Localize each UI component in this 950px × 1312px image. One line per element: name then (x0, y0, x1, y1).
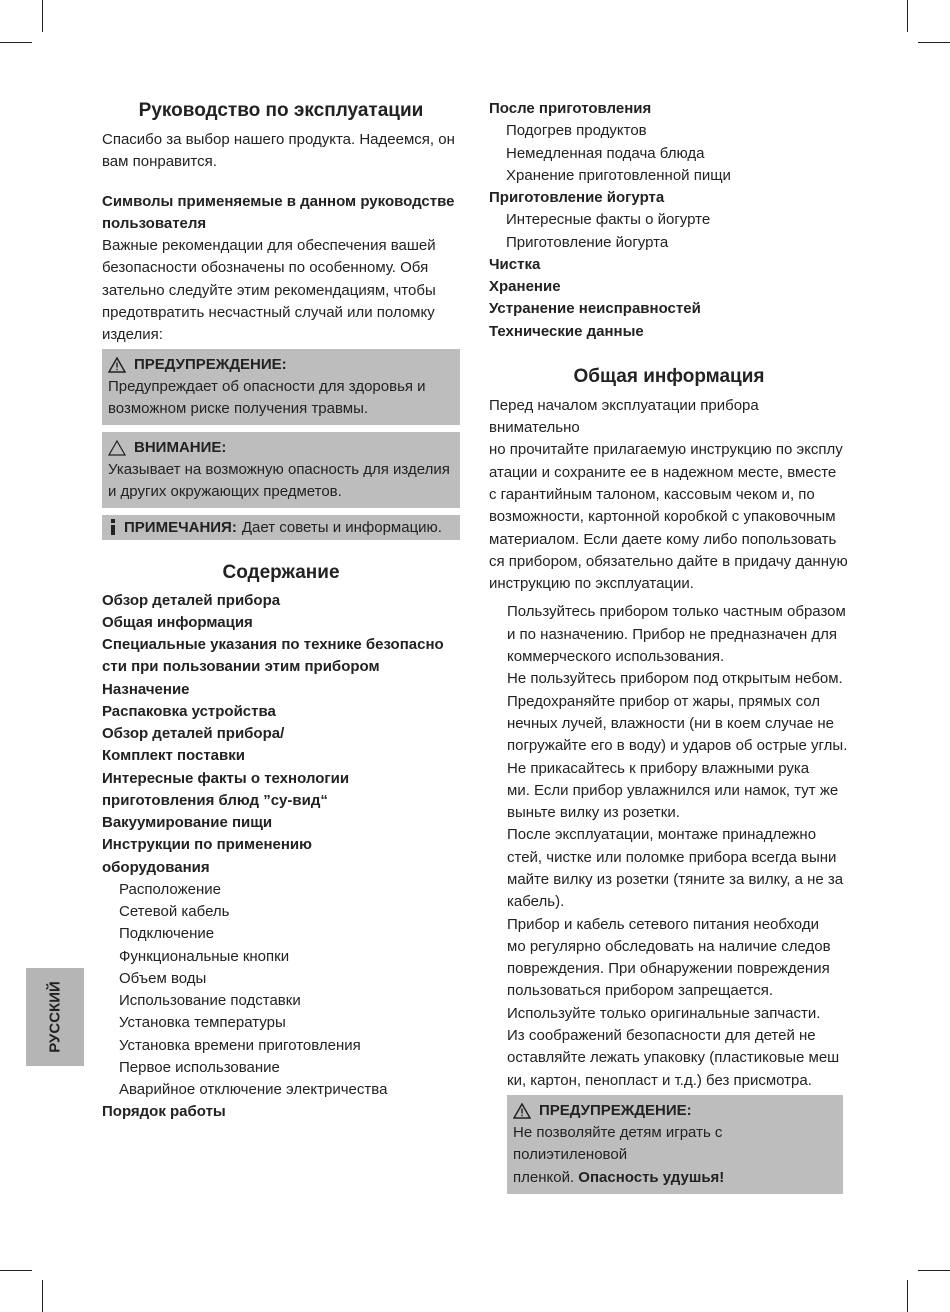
intro-paragraph (102, 129, 460, 174)
note-box (102, 515, 460, 540)
text-line: предотвратить несчастный случай или поломку (102, 304, 435, 322)
safety-list-line: ки, картон, пенопласт и т.д.) без присмотра. (507, 1071, 812, 1089)
section-title: Символы применяемые в данном руководстве (102, 192, 455, 210)
safety-list-line: майте вилку из розетки (тяните за вилку, а не за (507, 870, 844, 888)
note-title: ПРИМЕЧАНИЯ: (124, 518, 237, 536)
toc-item: Обзор деталей прибора (102, 591, 281, 609)
text-line: возможности, картонной коробкой с упаковочным (489, 508, 836, 526)
warning-text-bold: Опасность удушья! (578, 1168, 725, 1186)
text-line: атации и сохраните ее в надежном месте, вместе (489, 463, 837, 481)
crop-mark (0, 42, 32, 43)
text-line: вам понравится. (102, 153, 217, 171)
safety-list-line: ми. Если прибор увлажнился или намок, тут же (507, 781, 839, 799)
safety-list-line: После эксплуатации, монтаже принадлежно (507, 826, 817, 844)
caution-triangle-icon (108, 440, 126, 456)
safety-list-line: мо регулярно обследовать на наличие следов (507, 937, 831, 955)
text-line: с гарантийным талоном, кассовым чеком и, по (489, 485, 815, 503)
safety-list-line: Не пользуйтесь прибором под открытым небом. (507, 670, 843, 688)
symbols-section (102, 191, 460, 347)
safety-list-line: Используйте только оригинальные запчасти. (507, 1004, 821, 1022)
language-tab (26, 968, 84, 1066)
warning-box-bottom (507, 1095, 843, 1195)
toc-item: Хранение (489, 278, 561, 295)
contents-heading: Содержание (222, 561, 340, 583)
note-text: Дает советы и информацию. (241, 518, 442, 536)
info-icon (110, 519, 116, 535)
toc-item: Функциональные кнопки (119, 947, 290, 965)
safety-list-line: стей, чистке или поломке прибора всегда выни (507, 848, 837, 866)
safety-list (489, 601, 849, 1092)
toc-item: оборудования (102, 858, 210, 876)
text-line: зательно следуйте этим рекомендациям, чтобы (102, 281, 436, 299)
crop-mark (918, 42, 950, 43)
crop-mark (907, 0, 908, 32)
toc-item: Использование подставки (119, 992, 301, 1010)
caution-text: и других окружающих предметов. (108, 483, 342, 501)
crop-mark (42, 0, 43, 32)
toc-item: Специальные указания по технике безопасно (102, 636, 444, 654)
safety-list-line: Из соображений безопасности для детей не (507, 1027, 816, 1045)
safety-list-line: оставляйте лежать упаковку (пластиковые меш (507, 1049, 840, 1067)
safety-list-line: Не прикасайтесь к прибору влажными рука (507, 759, 810, 777)
toc-item: Первое использование (119, 1058, 280, 1076)
safety-list-line: повреждения. При обнаружении повреждения (507, 960, 830, 978)
toc-item: Чистка (489, 255, 541, 273)
text-line: материалом. Если даете кому либо попользовать (489, 530, 837, 548)
toc-item: После приготовления (489, 100, 652, 117)
toc-item: приготовления блюд ”су-вид“ (102, 791, 328, 809)
toc-item: Технические данные (489, 322, 644, 340)
toc-item: сти при пользовании этим прибором (102, 658, 380, 676)
toc-item: Подключение (119, 925, 215, 943)
caution-box (102, 432, 460, 508)
general-info-paragraph (489, 395, 849, 596)
toc-item: Интересные факты о йогурте (506, 211, 711, 229)
toc-item: Общая информация (102, 613, 253, 631)
text-line: но прочитайте прилагаемую инструкцию по эксплу (489, 441, 843, 459)
table-of-contents-continued (489, 98, 849, 343)
warning-title: ПРЕДУПРЕЖДЕНИЕ: (539, 1101, 692, 1119)
caution-text: Указывает на возможную опасность для изделия (108, 460, 450, 478)
general-info-heading: Общая информация (573, 365, 765, 387)
language-tab-label: РУССКИЙ (46, 981, 64, 1053)
toc-item: Установка времени приготовления (119, 1036, 361, 1054)
toc-item: Хранение приготовленной пищи (506, 166, 731, 184)
right-column (489, 94, 849, 1194)
text-line: инструкцию по эксплуатации. (489, 575, 694, 593)
toc-item: Порядок работы (102, 1103, 226, 1121)
toc-item: Объем воды (119, 969, 207, 987)
warning-triangle-icon (513, 1103, 531, 1119)
warning-triangle-icon (108, 357, 126, 373)
toc-item: Немедленная подача блюда (506, 144, 705, 162)
warning-text: возможном риске получения травмы. (108, 400, 369, 418)
toc-item: Вакуумирование пищи (102, 814, 273, 832)
text-line: ся прибором, обязательно дайте в придачу данную (489, 552, 848, 570)
toc-item: Устранение неисправностей (489, 300, 701, 318)
crop-mark (42, 1280, 43, 1312)
text-line: Важные рекомендации для обеспечения вашей (102, 237, 436, 255)
toc-item: Инструкции по применению (102, 836, 312, 854)
safety-list-line: выньте вилку из розетки. (507, 804, 680, 822)
crop-mark (0, 1270, 32, 1271)
text-line: Спасибо за выбор нашего продукта. Надеемся, он (102, 131, 455, 148)
safety-list-line: Пользуйтесь прибором только частным образом (507, 603, 846, 621)
toc-item: Приготовление йогурта (489, 189, 665, 206)
toc-item: Обзор деталей прибора/ (102, 725, 285, 743)
warning-text (513, 1167, 837, 1190)
left-column (102, 94, 460, 1124)
safety-list-line: погружайте его в воду) и ударов об острые углы. (507, 737, 848, 755)
toc-item: Установка температуры (119, 1014, 286, 1032)
crop-mark (918, 1270, 950, 1271)
crop-mark (907, 1280, 908, 1312)
warning-box (102, 349, 460, 425)
safety-list-line: кабель). (507, 893, 565, 911)
safety-list-line: коммерческого использования. (507, 648, 725, 666)
safety-list-line: и по назначению. Прибор не предназначен для (507, 625, 838, 643)
safety-list-line: Предохраняйте прибор от жары, прямых сол (507, 692, 821, 710)
manual-heading: Руководство по эксплуатации (138, 100, 424, 121)
toc-item: Расположение (119, 880, 221, 898)
warning-text: Предупреждает об опасности для здоровья и (108, 377, 426, 395)
warning-title: ПРЕДУПРЕЖДЕНИЕ: (134, 355, 287, 373)
toc-item: Распаковка устройства (102, 702, 276, 720)
text-line: Перед началом эксплуатации прибора внимательно (489, 396, 759, 437)
toc-item: Комплект поставки (102, 747, 245, 765)
caution-title: ВНИМАНИЕ: (134, 438, 227, 456)
toc-item: Интересные факты о технологии (102, 769, 350, 787)
toc-item: Подогрев продуктов (506, 122, 647, 140)
toc-item: Назначение (102, 680, 190, 698)
safety-list-line: нечных лучей, влажности (ни в коем случае не (507, 714, 834, 732)
text-line: безопасности обозначены по особенному. Обя (102, 259, 429, 277)
safety-list-line: пользоваться прибором запрещается. (507, 982, 774, 1000)
toc-item: Сетевой кабель (119, 903, 230, 921)
warning-text-plain: пленкой. (513, 1168, 575, 1186)
section-title: пользователя (102, 214, 207, 232)
safety-list-line: Прибор и кабель сетевого питания необходи (507, 915, 819, 933)
warning-text: Не позволяйте детям играть с полиэтиленовой (513, 1123, 723, 1164)
table-of-contents (102, 590, 460, 1124)
toc-item: Приготовление йогурта (506, 233, 669, 251)
text-line: изделия: (102, 326, 163, 344)
toc-item: Аварийное отключение электричества (119, 1081, 388, 1099)
